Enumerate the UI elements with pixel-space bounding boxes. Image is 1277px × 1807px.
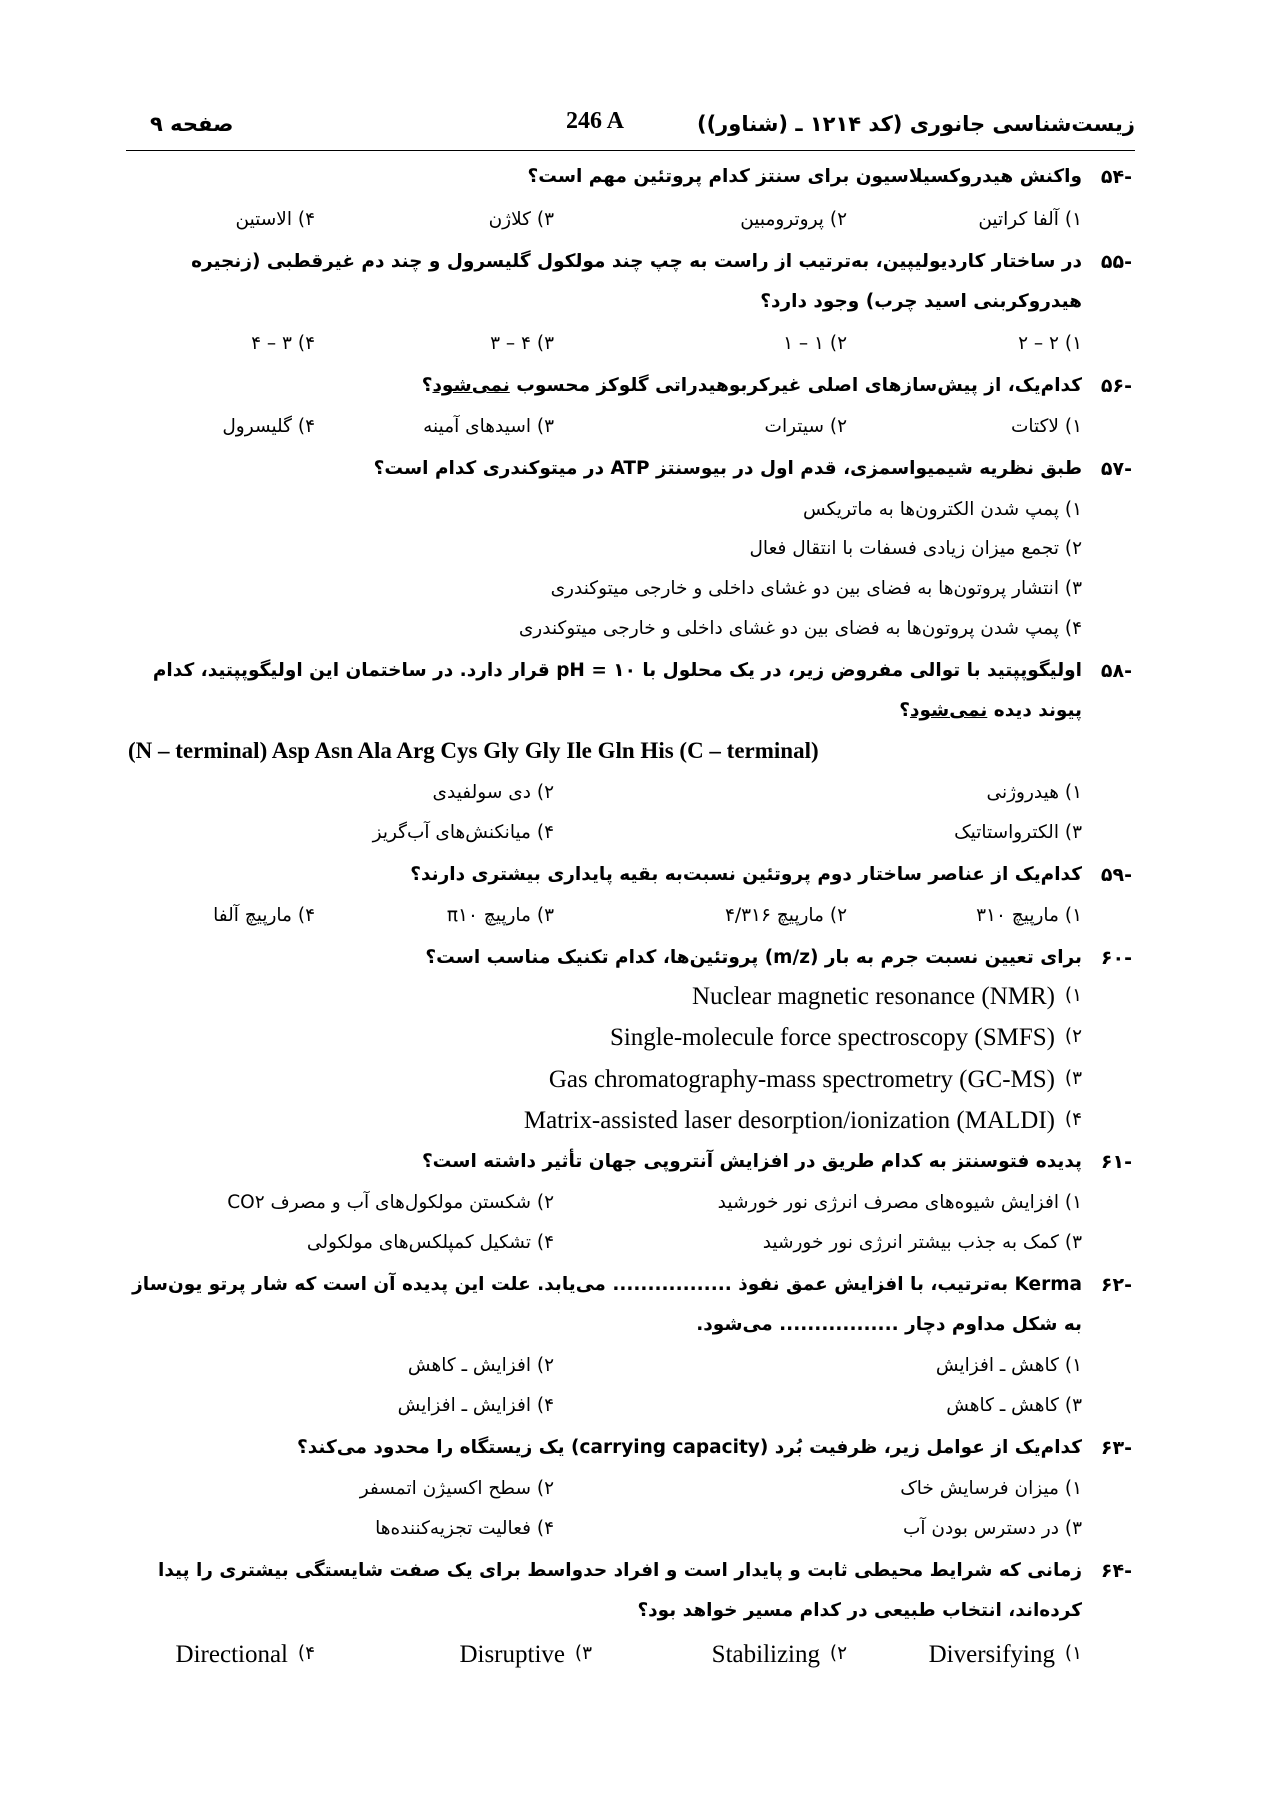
option[interactable]: ۳) ۴ – ۳ (490, 333, 554, 354)
option-number: ۱) (1064, 985, 1082, 1006)
option[interactable]: ۱) هیدروژنی (986, 782, 1082, 803)
question-number: ۵۹- (1100, 864, 1132, 886)
question-number: ۵۶- (1100, 375, 1132, 397)
option-number: ۱) (1064, 1643, 1082, 1664)
option[interactable]: ۳) اسیدهای آمینه (423, 416, 554, 437)
question-number: ۵۴- (1100, 166, 1132, 188)
option[interactable]: Single-molecule force spectroscopy (SMFS) (609, 1024, 1055, 1051)
negation-emphasis: نمی‌شود (432, 375, 510, 396)
negation-emphasis: نمی‌شود (909, 700, 988, 721)
option[interactable]: ۴) تشکیل کمپلکس‌های مولکولی (306, 1232, 554, 1253)
question-text-part: کدام‌یک، از پیش‌سازهای اصلی غیرکربوهیدراتی گلوکز محسوب (509, 375, 1082, 396)
option[interactable]: ۳) الکترواستاتیک (954, 822, 1082, 843)
option[interactable]: ۱) آلفا کراتین (978, 209, 1082, 230)
question-number: ۵۷- (1100, 458, 1132, 480)
option[interactable]: ۲) شکستن مولکول‌های آب و مصرف CO۲ (227, 1192, 554, 1213)
question-text: برای تعیین نسبت جرم به بار (m/z) پروتئین‌ها، کدام تکنیک مناسب است؟ (425, 947, 1082, 968)
option-number: ۲) (1064, 1026, 1082, 1047)
option[interactable]: ۴) افزایش ـ افزایش (397, 1395, 554, 1416)
option[interactable]: ۲) ۱ – ۱ (783, 333, 847, 354)
header-course-title: زیست‌شناسی جانوری (کد ۱۲۱۴ ـ (شناور)) (696, 112, 1135, 136)
option[interactable]: Nuclear magnetic resonance (NMR) (691, 983, 1055, 1010)
question-text-continued: هیدروکربنی اسید چرب) وجود دارد؟ (760, 291, 1082, 312)
option[interactable]: ۳) کلاژن (488, 209, 554, 230)
option[interactable]: ۴) گلیسرول (222, 416, 315, 437)
question-text-continued (899, 702, 1082, 721)
question-text-continued: کرده‌اند، انتخاب طبیعی در کدام مسیر خواهد بود؟ (637, 1600, 1082, 1621)
option[interactable]: ۱) پمپ شدن الکترون‌ها به ماتریکس (803, 499, 1082, 520)
question-number: ۶۰- (1100, 947, 1132, 969)
question-text: کدام‌یک از عناصر ساختار دوم پروتئین نسبت‌به بقیه پایداری بیشتری دارند؟ (410, 864, 1082, 885)
question-text: طبق نظریه شیمیواسمزی، قدم اول در بیوسنتز ATP در میتوکندری کدام است؟ (373, 458, 1082, 479)
option-number: ۲) (829, 1643, 847, 1664)
question-number: ۶۳- (1100, 1437, 1132, 1459)
question-text: اولیگوپپتید با توالی مفروض زیر، در یک محلول با pH = ۱۰ قرار دارد. در ساختمان این اولیگوپپتید، کدام (152, 660, 1082, 681)
option[interactable]: ۳) کمک به جذب بیشتر انرژی نور خورشید (762, 1232, 1082, 1253)
question-text (422, 377, 1082, 396)
question-number: ۶۲- (1100, 1274, 1132, 1296)
option-number: ۴) (297, 1643, 315, 1664)
option[interactable]: ۴) ۳ – ۴ (251, 333, 315, 354)
question-text-continued: به شکل مداوم دچار ................. می‌شود. (696, 1314, 1082, 1335)
option[interactable]: ۱) میزان فرسایش خاک (900, 1478, 1082, 1499)
question-text: Kerma به‌ترتیب، با افزایش عمق نفوذ ................. می‌یابد. علت این پدیده آن است که شار پرتو یون‌ساز (132, 1274, 1082, 1295)
header-page-number: صفحه ۹ (150, 112, 234, 136)
option[interactable]: Disruptive (459, 1641, 565, 1668)
option[interactable]: ۲) سطح اکسیژن اتمسفر (359, 1478, 554, 1499)
option[interactable]: ۳) مارپیچ π۱۰ (446, 905, 554, 926)
question-text: کدام‌یک از عوامل زیر، ظرفیت بُرد (carrying capacity) یک زیستگاه را محدود می‌کند؟ (297, 1437, 1082, 1458)
option[interactable]: Directional (175, 1641, 288, 1668)
question-number: ۶۱- (1100, 1151, 1132, 1173)
peptide-sequence: (N – terminal) Asp Asn Ala Arg Cys Gly Gly Ile Gln His (C – terminal) (128, 738, 819, 763)
option-number: ۴) (1064, 1109, 1082, 1130)
option[interactable]: ۲) مارپیچ ۴/۳۱۶ (724, 905, 847, 926)
option[interactable]: ۳) در دسترس بودن آب (902, 1518, 1082, 1539)
option[interactable]: ۴) پمپ شدن پروتون‌ها به فضای بین دو غشای داخلی و خارجی میتوکندری (518, 618, 1082, 639)
option[interactable]: ۴) فعالیت تجزیه‌کننده‌ها (375, 1518, 554, 1539)
option[interactable]: ۲) سیترات (764, 416, 847, 437)
option[interactable]: Gas chromatography-mass spectrometry (GC-MS) (548, 1066, 1055, 1093)
question-number: ۵۵- (1100, 251, 1132, 273)
question-text: زمانی که شرایط محیطی ثابت و پایدار است و افراد حدواسط برای یک صفت شایستگی بیشتری را پیدا (158, 1560, 1082, 1581)
question-text-part: ؟ (899, 700, 910, 721)
option-number: ۳) (1064, 1068, 1082, 1089)
option[interactable]: ۴) مارپیچ آلفا (213, 905, 315, 926)
option[interactable]: ۴) الاستین (235, 209, 315, 230)
option[interactable]: ۲) پروترومبین (740, 209, 847, 230)
option[interactable]: ۴) میانکنش‌های آب‌گریز (372, 822, 554, 843)
header-booklet-code: 246 A (566, 108, 625, 134)
question-text-part: ؟ (421, 375, 433, 396)
option[interactable]: Diversifying (928, 1641, 1055, 1668)
option[interactable]: Stabilizing (711, 1641, 820, 1668)
option[interactable]: ۲) دی سولفیدی (432, 782, 554, 803)
question-number: ۶۴- (1100, 1560, 1132, 1582)
option[interactable]: ۱) کاهش ـ افزایش (935, 1355, 1082, 1376)
option[interactable]: ۳) انتشار پروتون‌ها به فضای بین دو غشای داخلی و خارجی میتوکندری (550, 578, 1082, 599)
header-divider (126, 150, 1135, 151)
option-number: ۳) (574, 1643, 592, 1664)
question-text-part: پیوند دیده (987, 700, 1082, 721)
question-text: پدیده فتوسنتز به کدام طریق در افزایش آنتروپی جهان تأثیر داشته است؟ (421, 1151, 1082, 1172)
option[interactable]: ۱) مارپیچ ۳۱۰ (976, 905, 1082, 926)
option[interactable]: ۱) افزایش شیوه‌های مصرف انرژی نور خورشید (717, 1192, 1082, 1213)
question-text: واکنش هیدروکسیلاسیون برای سنتز کدام پروتئین مهم است؟ (527, 166, 1082, 187)
option[interactable]: ۲) افزایش ـ کاهش (407, 1355, 554, 1376)
option[interactable]: Matrix-assisted laser desorption/ionization (MALDI) (523, 1107, 1055, 1134)
option[interactable]: ۱) لاکتات (1010, 416, 1082, 437)
question-number: ۵۸- (1100, 660, 1132, 682)
option[interactable]: ۲) تجمع میزان زیادی فسفات با انتقال فعال (749, 538, 1082, 559)
option[interactable]: ۳) کاهش ـ کاهش (946, 1395, 1082, 1416)
option[interactable]: ۱) ۲ – ۲ (1018, 333, 1082, 354)
question-text: در ساختار کاردیولیپین، به‌ترتیب از راست به چپ چند مولکول گلیسرول و چند دم غیرقطبی (زنجیره (191, 251, 1082, 272)
